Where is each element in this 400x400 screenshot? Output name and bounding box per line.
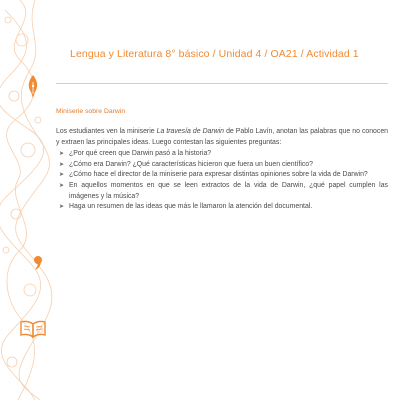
section-title: Miniserie sobre Darwin [56, 108, 126, 115]
open-book-icon [20, 320, 46, 338]
question-item [56, 170, 388, 181]
bullet-arrow-icon: ➤ [59, 172, 65, 179]
question-item [56, 160, 388, 171]
pen-nib-icon [25, 74, 41, 100]
header-divider [56, 83, 388, 84]
question-text: Haga un resumen de las ideas que más le llamaron la atención del documental. [69, 203, 313, 211]
intro-paragraph [56, 127, 388, 148]
question-item [56, 149, 388, 160]
question-text: ¿Cómo hace el director de la miniserie para expresar distintas opiniones sobre la vida de Darwin? [69, 171, 368, 179]
question-text: En aquellos momentos en que se leen extractos de la vida de Darwin, ¿qué papel cumplen las imágenes y la música? [69, 181, 388, 200]
miniseries-title: La travesía de Darwin [156, 128, 225, 135]
intro-text-after: de Pablo Lavín, anotan las palabras que no conocen y extraen las principales ideas. Luego contestan las siguientes preguntas: [56, 128, 388, 146]
activity-body [56, 127, 388, 213]
page-header-title: Lengua y Literatura 8° básico / Unidad 4 / OA21 / Actividad 1 [70, 48, 359, 60]
bullet-arrow-icon: ➤ [59, 161, 65, 168]
bullet-arrow-icon: ➤ [59, 182, 65, 189]
bullet-arrow-icon: ➤ [59, 204, 65, 211]
bullet-arrow-icon: ➤ [59, 151, 65, 158]
question-text: ¿Cómo era Darwin? ¿Qué características hicieron que fuera un buen científico? [69, 160, 313, 168]
question-list [56, 149, 388, 213]
intro-text-before: Los estudiantes ven la miniserie [56, 128, 157, 135]
question-item [56, 202, 388, 213]
question-item [56, 181, 388, 202]
comma-icon [33, 255, 43, 271]
question-text: ¿Por qué creen que Darwin pasó a la historia? [69, 150, 212, 158]
